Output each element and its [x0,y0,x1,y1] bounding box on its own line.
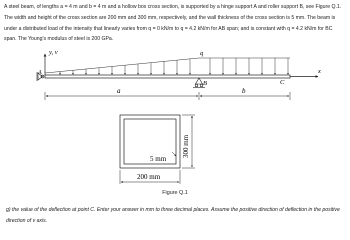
height-label: 300 mm [182,134,190,158]
figure-caption: Figure Q.1 [162,190,188,196]
dim-a-label: a [117,87,121,95]
point-b-label: B [203,80,207,87]
point-c-label: C [280,79,285,86]
thickness-label: 5 mm [150,155,167,163]
width-label: 200 mm [137,173,161,181]
load-label: q [200,50,204,57]
thickness-arrow [172,152,176,156]
problem-statement: A steel beam, of lengths a = 4 m and b = 4 m and a hollow box cross section, is supported by a hinge support A and roller support B, see Figure Q.1. The width and height of the cross section are 200 mm and 300 mm, respectively, and the wall thickness of the cross section is 5 mm. The beam is under a distributed load of the intensity that linearly varies from q = 0 kN/m to q = 4.2 kN/m for AB span; and is constant with q = 4.2 kN/m for BC span. The Young's modulus of steel is 200 GPa. [4,4,342,43]
dim-b-label: b [242,87,246,95]
figure-q1 [0,48,350,190]
length-dimensions [45,92,290,100]
point-a-label: A [38,70,42,76]
x-axis-label: x [318,68,321,75]
y-axis-label: y, v [49,49,58,56]
distributed-load [45,58,290,75]
beam [45,75,290,78]
question-text: g) the value of the deflection at point C. Enter your answer in mm to three decimal places. Assume the positive direction of deflection in the positive direction of v axis. [6,207,340,224]
